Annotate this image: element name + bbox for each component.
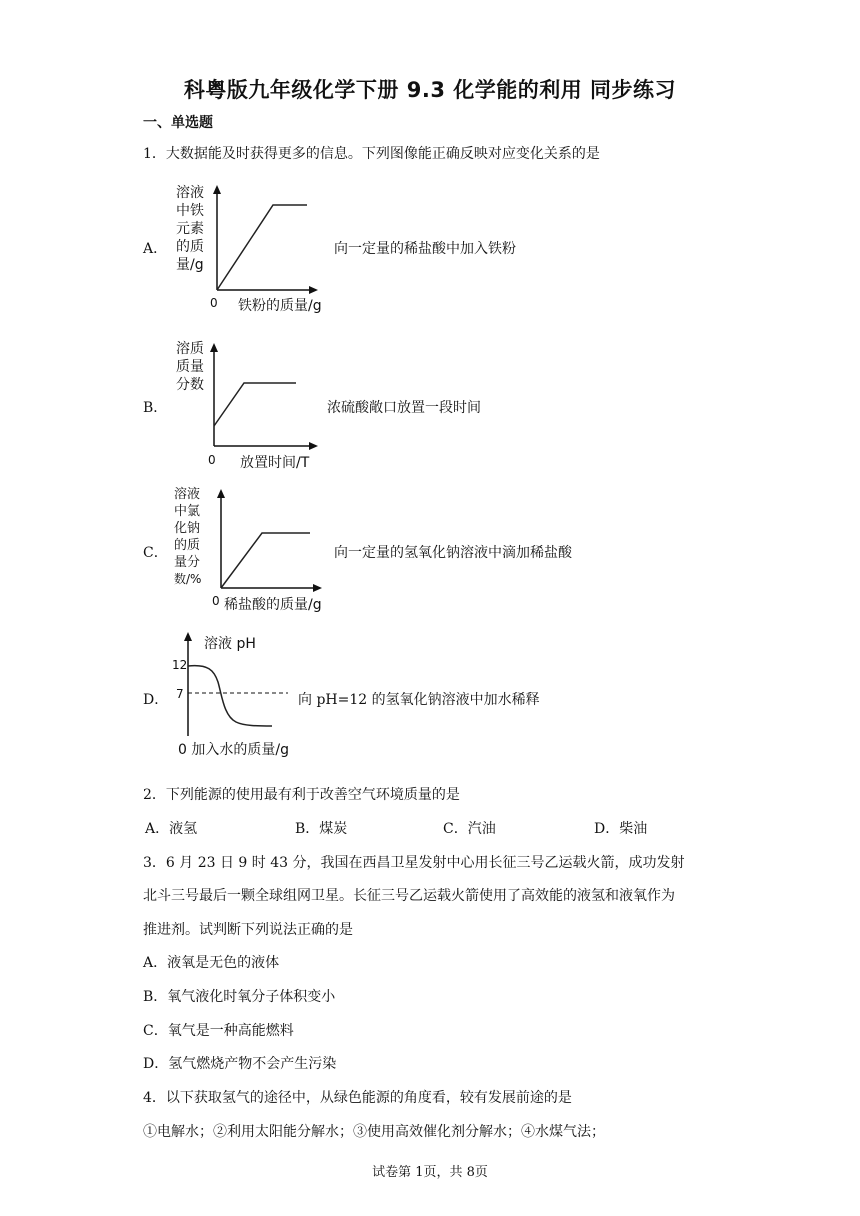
q3-option-b: B．氧气液化时氧分子体积变小 — [143, 989, 336, 1005]
question-2-stem: 2．下列能源的使用最有利于改善空气环境质量的是 — [143, 787, 460, 803]
graph-a-y-arrow — [213, 185, 221, 194]
graph-b-ylabel-1: 溶质 — [176, 341, 204, 357]
q1-option-b-text: 浓硫酸敞口放置一段时间 — [327, 400, 481, 416]
graph-a-ylabel-3: 元素 — [176, 221, 204, 237]
q3-option-d: D．氢气燃烧产物不会产生污染 — [143, 1056, 337, 1072]
graph-b-ylabel-2: 质量 — [176, 359, 204, 375]
q2-option-b: B．煤炭 — [295, 821, 348, 837]
page-title: 科粤版九年级化学下册 9.3 化学能的利用 同步练习 — [183, 78, 677, 102]
graph-b-ylabel-3: 分数 — [176, 377, 204, 393]
graph-b-curve — [214, 383, 296, 426]
question-4-methods: ①电解水；②利用太阳能分解水；③使用高效催化剂分解水；④水煤气法； — [143, 1124, 605, 1140]
q1-option-b-graph — [172, 336, 332, 476]
question-3-stem-line-1: 3．6 月 23 日 9 时 43 分，我国在西昌卫星发射中心用长征三号乙运载火箭，成功发射 — [143, 855, 685, 871]
q1-option-d-graph — [168, 626, 308, 766]
q3-option-a: A．液氧是无色的液体 — [143, 955, 280, 971]
q1-option-d-label: D． — [143, 692, 169, 708]
graph-d-tick-12: 12 — [172, 658, 188, 672]
graph-a-origin: 0 — [210, 296, 218, 310]
graph-c-ylabel-4: 的质 — [174, 538, 201, 553]
graph-c-ylabel-5: 量分 — [174, 555, 201, 570]
graph-d-xlabel: 0 加入水的质量/g — [178, 742, 289, 758]
q1-option-b-label: B． — [143, 400, 168, 416]
graph-c-origin: 0 — [212, 594, 220, 608]
q1-option-a-label: A． — [143, 241, 168, 257]
q1-option-c-text: 向一定量的氢氧化钠溶液中滴加稀盐酸 — [334, 545, 572, 561]
q1-option-c-label: C． — [143, 545, 168, 561]
graph-d-tick-7: 7 — [176, 687, 184, 701]
graph-c-y-arrow — [217, 489, 225, 498]
q2-option-d: D．柴油 — [594, 821, 648, 837]
graph-a-ylabel-5: 量/g — [176, 257, 204, 273]
graph-b-y-arrow — [210, 343, 218, 352]
graph-a-ylabel-2: 中铁 — [176, 203, 204, 219]
graph-c-ylabel-3: 化钠 — [174, 521, 201, 536]
graph-c-xlabel: 稀盐酸的质量/g — [224, 597, 322, 613]
graph-b-xlabel: 放置时间/T — [240, 455, 310, 471]
graph-d-ylabel: 溶液 pH — [204, 636, 256, 652]
graph-a-curve — [217, 205, 307, 290]
q1-option-c-graph — [172, 484, 342, 619]
question-4-stem: 4．以下获取氢气的途径中，从绿色能源的角度看，较有发展前途的是 — [143, 1090, 572, 1106]
q1-option-a-graph — [172, 180, 342, 320]
graph-a-x-arrow — [309, 286, 318, 294]
question-3-stem-line-2: 北斗三号最后一颗全球组网卫星。长征三号乙运载火箭使用了高效能的液氢和液氧作为 — [143, 888, 675, 904]
graph-c-curve — [221, 533, 310, 588]
graph-a-ylabel-4: 的质 — [176, 239, 204, 255]
section-heading: 一、单选题 — [143, 115, 213, 131]
graph-d-curve — [188, 666, 272, 726]
graph-a-ylabel-1: 溶液 — [176, 185, 204, 201]
graph-d-y-arrow — [184, 632, 192, 641]
question-3-stem-line-3: 推进剂。试判断下列说法正确的是 — [143, 922, 353, 938]
graph-c-ylabel-1: 溶液 — [174, 487, 201, 502]
graph-c-ylabel-2: 中氯 — [174, 504, 201, 519]
graph-c-ylabel-6: 数/% — [174, 572, 202, 586]
question-1-stem: 1．大数据能及时获得更多的信息。下列图像能正确反映对应变化关系的是 — [143, 146, 600, 162]
graph-b-x-arrow — [309, 442, 318, 450]
q2-option-a: A．液氢 — [145, 821, 198, 837]
q3-option-c: C．氧气是一种高能燃料 — [143, 1023, 294, 1039]
graph-a-xlabel: 铁粉的质量/g — [238, 298, 322, 314]
page-footer: 试卷第 1页，共 8页 — [372, 1165, 488, 1180]
q1-option-d-text: 向 pH=12 的氢氧化钠溶液中加水稀释 — [298, 692, 540, 708]
q2-option-c: C．汽油 — [443, 821, 496, 837]
graph-c-x-arrow — [313, 584, 322, 592]
q1-option-a-text: 向一定量的稀盐酸中加入铁粉 — [334, 241, 516, 257]
graph-b-origin: 0 — [208, 453, 216, 467]
